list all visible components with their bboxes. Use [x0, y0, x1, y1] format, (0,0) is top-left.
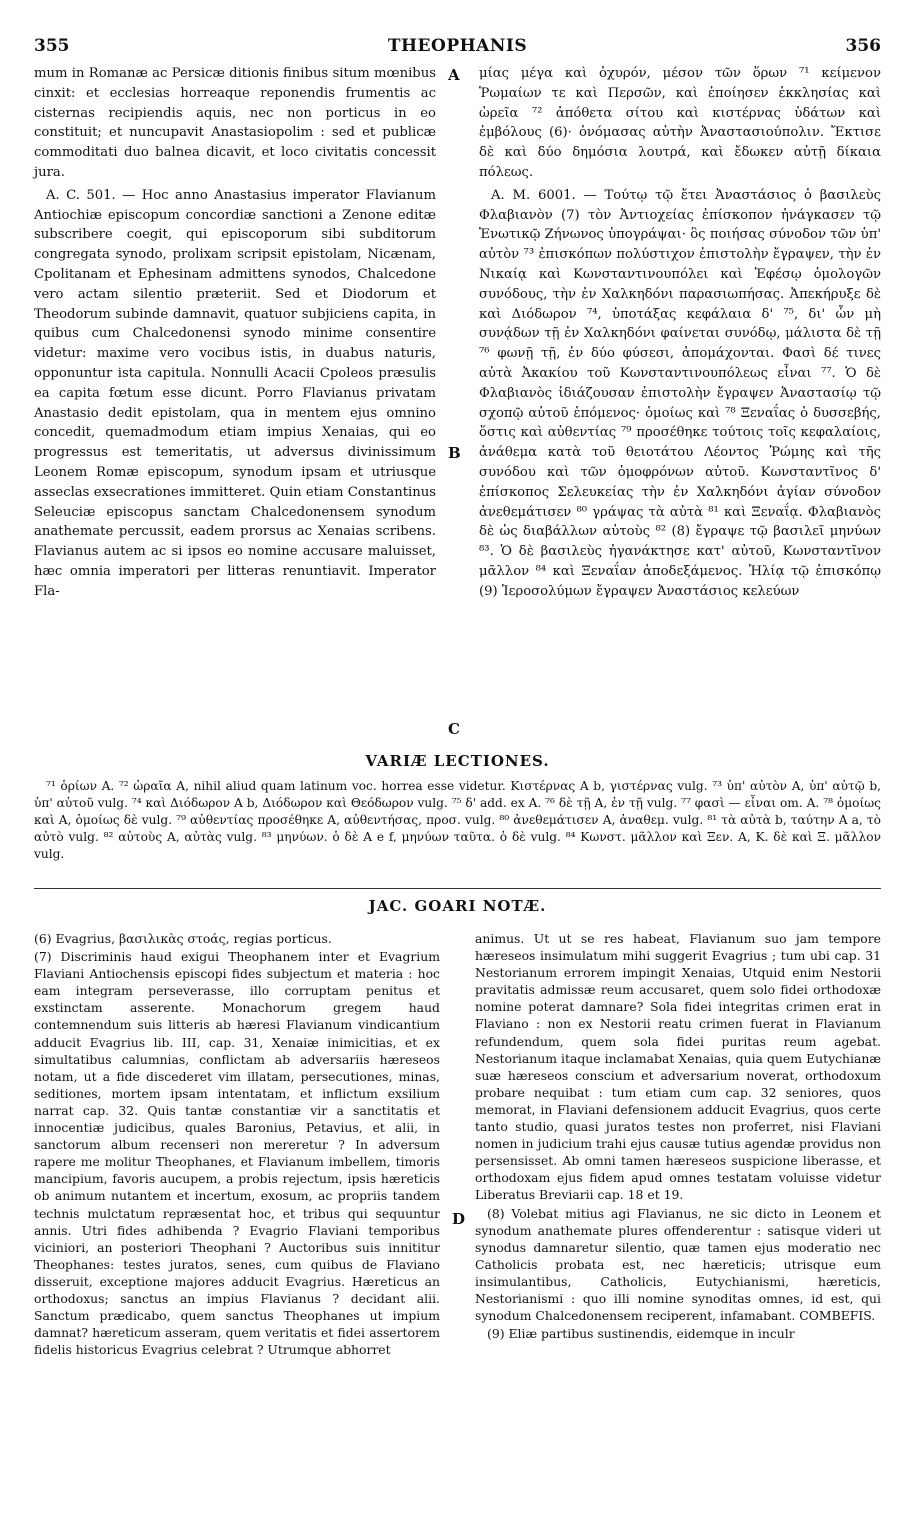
main-text — [34, 64, 881, 740]
greek-column — [479, 64, 881, 602]
latin-paragraph-2: A. C. 501. — Hoc anno Anastasius imperator Flavianum Antiochiæ episcopum concordiæ sanctioni a Zenone editæ subscribere coegit, qui episcoporum sibi subditorum congregata synodo, prolixam scripsit epistolam, Nicænam, Cpolitanam et Ephesinam admittens synodos, Chalcedone vero actam silentio præteriit. Sed et Diodorum et Theodorum subinde damnavit, quatuor subjiciens capita, in quibus cum Chalcedonensi synodo minime consentire videtur: maxime vero vocibus istis, in duabus naturis, opponuntur ista capitula. Nonnulli Acacii Cpoleos præsulis ea capita fœtum esse dicunt. Porro Flavianus privatam Anastasio dedit epistolam, qua in mentem ejus omnino concedit, quemadmodum etiam impius Xenaias, qui eo progressus est temeritatis, ut adversus divinissimum Leonem Romæ episcopum, synodum ipsam et utriusque asseclas exsecrationes immitteret. Quin etiam Constantinus Seleuciæ episcopus sanctam Chalcedonensem synodum anathemate percussit, eadem prorsus ac Xenaias scribens. Flavianus autem ac si ipsos eo nomine accusare maluisset, hæc omnia imperatori per litteras renuntiavit. Imperator Fla- — [34, 187, 436, 599]
page-number-left: 355 — [34, 36, 70, 56]
running-header — [34, 36, 881, 56]
margin-letter-d: D — [452, 1210, 466, 1228]
note-8: (8) Volebat mitius agi Flavianus, ne sic dicto in Leonem et synodum anathemate plures offenderentur : satisque videri ut synodus damnaretur silentio, quæ tamen ejus moderatio nec Catholicis probata est, nec hæreticis; utrisque eum insimulantibus, Catholicis, Eutychianismi, hæreticis, Nestorianismi : quo illi nomine synoditas omnes, id est, qui synodum Chalcedonensem reciperent, infamabant. COMBEFIS. — [475, 1205, 881, 1324]
margin-letter-c: C — [448, 720, 460, 738]
note-7: (7) Discriminis haud exigui Theophanem inter et Evagrium Flaviani Antiochensis episcopi fides subjectum et materia : hoc eam integram perseverasse, illo corruptam penitus et exstinctam asserente. Monachorum gregem haud contemnendum suis litteris ab hæresi Flavianum vindicantium adducit Evagrius lib. III, cap. 31, Xenaiæ inimicitias, et ex simultatibus calumnias, conflictam ab adversariis hæreseos notam, ut a fide discederet vim illatam, persecutiones, minas, seditiones, mortem ipsam intentatam, et inflictum exsilium narrat cap. 32. Quis tantæ constantiæ vir a sanctitatis et innocentiæ judicibus, quales Baronius, Petavius, et alii, in sanctorum album recenseri non mereretur ? In adversum rapere me molitur Theophanes, et Flavianum imbellem, timoris mancipium, favoris aucupem, a probis rejectum, ipsis hæreticis ob animum nutantem et incertum, exosum, ac propriis tandem technis mulctatum repræsentat hoc, et tribus qui sequuntur annis. Utri fides adhibenda ? Evagrio Flaviani temporibus viciniori, an posteriori Theophani ? Auctoribus suis innititur Theophanes: testes juratos, senes, cum quibus de Flaviano disseruit, exceptione majores adducit Evagrius. Hæreticus an orthodoxus; sanctus an impius Flavianus ? decidant alii. Sanctum prædicabo, quem sanctus Theophanes ut impium damnat? hæreticum asseram, quem veritatis et fidei assertorem fidelis historicus Evagrius celebrat ? Utrumque abhorret — [34, 949, 440, 1358]
note-6: (6) Evagrius, βασιλικὰς στοάς, regias porticus. — [34, 931, 332, 946]
greek-paragraph-2: A. M. 6001. — Τούτῳ τῷ ἔτει Ἀναστάσιος ὁ βασιλεὺς Φλαβιανὸν (7) τὸν Ἀντιοχείας ἐπίσκοπον ἠνάγκασεν τῷ Ἑνωτικῷ Ζήνωνος ὑπογράψαι· ὃς ποιήσας σύνοδον τῶν ὑπ' αὐτὸν ⁷³ ἐπισκόπων πολύστιχον ἐπιστολὴν ἔγραψεν, τὴν ἐν Νικαίᾳ καὶ Κωνσταντινουπόλει καὶ Ἐφέσῳ ὁμολογῶν συνόδους, τὴν ἐν Χαλκηδόνι παρασιωπήσας. Ἀπεκήρυξε δὲ καὶ Διόδωρον ⁷⁴, ὑποτάξας κεφάλαια δ' ⁷⁵, δι' ὧν μὴ συνᾴδων τῇ ἐν Χαλκηδόνι φαίνεται συνόδῳ, μάλιστα δὲ τῇ ⁷⁶ φωνῇ τῇ, ἐν δύο φύσεσι, ἀπομάχονται. Φασὶ δέ τινες αὐτὰ Ἀκακίου τοῦ Κωνσταντινουπόλεως εἶναι ⁷⁷. Ὁ δὲ Φλαβιανὸς ἰδιάζουσαν ἐπιστολὴν ἔγραψεν Ἀναστασίῳ τῷ σχοπῷ αὐτοῦ ἑπόμενος· ὁμοίως καὶ ⁷⁸ Ξεναΐας ὁ δυσσεβής, ὅστις καὶ αὐθεντίας ⁷⁹ προσέθηκε τούτοις τοῖς κεφαλαίοις, ἀνάθεμα κατὰ τοῦ θειοτάτου Λέοντος Ῥώμης καὶ τῆς συνόδου καὶ τῶν ὁμοφρόνων αὐτοῦ. Κωνσταντῖνος δ' ἐπίσκοπος Σελευκείας τὴν ἐν Χαλκηδόνι ἁγίαν σύνοδον ἀνεθεμάτισεν ⁸⁰ γράψας τὰ αὐτὰ ⁸¹ καὶ Ξεναΐᾳ. Φλαβιανὸς δὲ ὡς διαβάλλων αὐτοὺς ⁸² (8) ἔγραψε τῷ βασιλεῖ μηνύων ⁸³. Ὁ δὲ βασιλεὺς ἠγανάκτησε κατ' αὐτοῦ, Κωνσταντῖνον μᾶλλον ⁸⁴ καὶ Ξεναΐαν ἀποδεξάμενος. Ἠλίᾳ τῷ ἐπισκόπῳ (9) Ἱεροσολύμων ἔγραψεν Ἀναστάσιος κελεύων — [479, 187, 881, 599]
greek-paragraph-1: μίας μέγα καὶ ὀχυρόν, μέσον τῶν ὅρων ⁷¹ κείμενον Ῥωμαίων τε καὶ Περσῶν, καὶ ἐποίησεν ἐκκλησίας καὶ ὡρεῖα ⁷² ἀπόθετα σίτου καὶ κιστέρνας ὑδάτων καὶ ἐμβόλους (6)· ὀνόμασας αὐτὴν Ἀναστασιούπολιν. Ἔκτισε δὲ καὶ δύο δημόσια λουτρά, καὶ ἔδωκεν αὐτῇ δίκαια πόλεως. — [479, 66, 881, 180]
running-title: THEOPHANIS — [387, 36, 528, 56]
latin-paragraph-1: mum in Romanæ ac Persicæ ditionis finibus situm mœnibus cinxit: et ecclesias horreaque reponendis frumentis ac cisternas recipiendis aquis, nec non porticus in eo constituit; et nuncupavit Anastasiopolim : sed et publicæ commoditati duo balnea dicavit, et loco civitatis concessit jura. — [34, 66, 436, 180]
variae-lectiones — [34, 778, 881, 863]
latin-column — [34, 64, 436, 602]
note-9: (9) Eliæ partibus sustinendis, eidemque in inculr — [487, 1326, 795, 1342]
notes-right-column — [475, 930, 881, 1343]
margin-letter-b: B — [448, 444, 461, 462]
notes-heading: JAC. GOARI NOTÆ. — [368, 897, 547, 915]
variae-text: ⁷¹ ὁρίων A. ⁷² ὡραῖα A, nihil aliud quam latinum voc. horrea esse videtur. Κιστέρνας A b, γιστέρνας vulg. ⁷³ ὑπ' αὐτὸν A, ὑπ' αὐτῷ b, ὑπ' αὐτοῦ vulg. ⁷⁴ καὶ Διόδωρον A b, Διόδωρον καὶ Θεόδωρον vulg. ⁷⁵ δ' add. ex A. ⁷⁶ δὲ τῇ A, ἐν τῇ vulg. ⁷⁷ φασὶ — εἶναι om. A. ⁷⁸ ὁμοίως καὶ A, ὁμοίως δὲ vulg. ⁷⁹ αὐθεντίας προσέθηκε A, αὐθεντήσας, προσ. vulg. ⁸⁰ ἀνεθεμάτισεν A, ἀναθεμ. vulg. ⁸¹ τὰ αὐτὰ b, ταύτην A a, τὸ αὐτὸ vulg. ⁸² αὐτοὺς A, αὐτὰς vulg. ⁸³ μηνύων. ὁ δὲ A e f, μηνύων ταῦτα. ὁ δὲ vulg. ⁸⁴ Κωνστ. μᾶλλον καὶ Ξεν. A, K. δὲ καὶ Ξ. μᾶλλον vulg. — [34, 779, 881, 861]
section-divider — [34, 888, 881, 889]
notes-section — [34, 930, 881, 1530]
note-7-continued: animus. Ut ut se res habeat, Flavianum suo jam tempore hæreseos insimulatum mihi suggerit Evagrius ; tum ubi cap. 31 Nestorianum errorem impingit Xenaias, Utquid enim Nestorii pravitatis admissæ reum accusaret, quem solo fidei orthodoxæ nomine poterat damnare? Sola fidei integritas crimen erat in Flaviano : non ex Nestorii reatu crimen fuerat in Flavianum refundendum, quem sola fidei puritas reum agebat. Nestorianum itaque inclamabat Xenaias, quia quem Eutychianæ suæ hæreseos conscium et adversarium noverat, orthodoxum probare nequibat : tum etiam cum cap. 32 seniores, quos memorat, in Flaviani defensionem adducit Evagrius, quos certe tanto studio, quasi juratos testes non proferret, nisi Flaviani nomen in judicium trahi ejus causæ tutius agendæ providus non persensisset. Ab omni tamen hæreseos suspicione liberasse, et orthodoxam ejus fidem apud omnes testatam voluisse videtur Liberatus Breviarii cap. 18 et 19. — [475, 931, 881, 1203]
notes-left-column — [34, 930, 440, 1359]
variae-lectiones-heading: VARIÆ LECTIONES. — [365, 752, 550, 770]
page-number-right: 356 — [845, 36, 881, 56]
margin-letter-a: A — [448, 66, 460, 84]
